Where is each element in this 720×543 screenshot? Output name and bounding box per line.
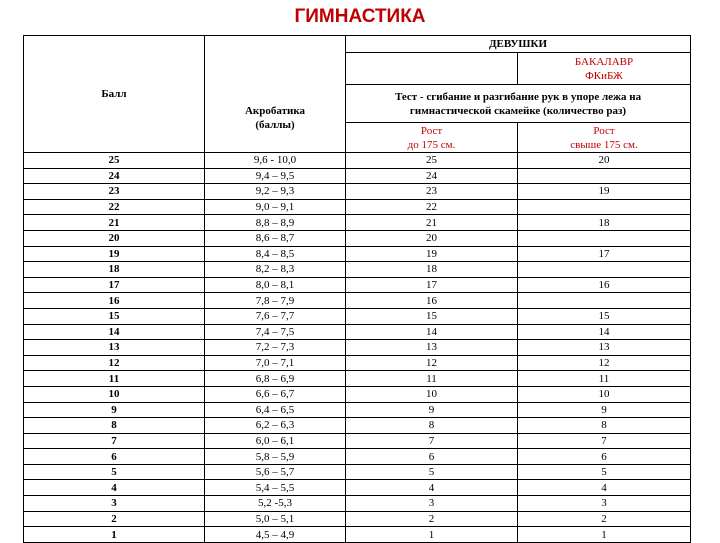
height-low-cell: 18 <box>346 262 518 278</box>
height-low-cell: 13 <box>346 340 518 356</box>
height-low-cell: 25 <box>346 153 518 169</box>
acrobatics-cell: 7,2 – 7,3 <box>205 340 346 356</box>
acrobatics-cell: 7,6 – 7,7 <box>205 308 346 324</box>
acrobatics-cell: 5,0 – 5,1 <box>205 511 346 527</box>
acrobatics-cell: 6,0 – 6,1 <box>205 433 346 449</box>
height-low-cell: 9 <box>346 402 518 418</box>
height-high-cell: 17 <box>518 246 691 262</box>
height-high-cell: 13 <box>518 340 691 356</box>
height-low-cell: 10 <box>346 386 518 402</box>
table-row <box>24 324 691 340</box>
height-low-cell: 16 <box>346 293 518 309</box>
height-high-cell: 7 <box>518 433 691 449</box>
score-cell: 11 <box>24 371 205 387</box>
score-cell: 21 <box>24 215 205 231</box>
score-cell: 9 <box>24 402 205 418</box>
acrobatics-cell: 4,5 – 4,9 <box>205 527 346 543</box>
height-high-cell: 18 <box>518 215 691 231</box>
height-high-line2: свыше 175 см. <box>570 138 638 151</box>
table-row <box>24 168 691 184</box>
height-high-cell <box>518 262 691 278</box>
score-cell: 22 <box>24 199 205 215</box>
height-low-cell: 24 <box>346 168 518 184</box>
bachelor-label: БАКАЛАВР <box>574 55 634 68</box>
height-low-cell: 11 <box>346 371 518 387</box>
score-cell: 15 <box>24 308 205 324</box>
height-high-cell: 20 <box>518 153 691 169</box>
height-high-cell: 1 <box>518 527 691 543</box>
height-high-cell: 10 <box>518 386 691 402</box>
height-high-cell: 9 <box>518 402 691 418</box>
acrobatics-cell: 6,2 – 6,3 <box>205 418 346 434</box>
table-row <box>24 293 691 309</box>
score-cell: 18 <box>24 262 205 278</box>
score-cell: 19 <box>24 246 205 262</box>
height-high-cell: 15 <box>518 308 691 324</box>
table-row <box>24 184 691 200</box>
height-low-cell: 15 <box>346 308 518 324</box>
height-low-cell: 12 <box>346 355 518 371</box>
score-cell: 16 <box>24 293 205 309</box>
table-row <box>24 277 691 293</box>
score-cell: 12 <box>24 355 205 371</box>
height-low-cell: 3 <box>346 496 518 512</box>
height-high-cell <box>518 293 691 309</box>
height-low-cell: 14 <box>346 324 518 340</box>
acrobatics-cell: 8,8 – 8,9 <box>205 215 346 231</box>
score-cell: 8 <box>24 418 205 434</box>
table-row <box>24 433 691 449</box>
table-row <box>24 355 691 371</box>
table-row <box>24 262 691 278</box>
height-low-cell: 5 <box>346 464 518 480</box>
height-high-cell: 16 <box>518 277 691 293</box>
table-row <box>24 449 691 465</box>
height-low-cell: 2 <box>346 511 518 527</box>
height-high-cell: 2 <box>518 511 691 527</box>
height-high-cell <box>518 168 691 184</box>
table-row <box>24 402 691 418</box>
score-cell: 3 <box>24 496 205 512</box>
score-cell: 4 <box>24 480 205 496</box>
acrobatics-cell: 9,0 – 9,1 <box>205 199 346 215</box>
score-cell: 13 <box>24 340 205 356</box>
score-cell: 7 <box>24 433 205 449</box>
height-low-cell: 19 <box>346 246 518 262</box>
acrobatics-cell: 6,6 – 6,7 <box>205 386 346 402</box>
table-row <box>24 480 691 496</box>
acrobatics-cell: 8,0 – 8,1 <box>205 277 346 293</box>
score-cell: 25 <box>24 153 205 169</box>
height-high-cell: 5 <box>518 464 691 480</box>
height-low-cell: 22 <box>346 199 518 215</box>
table-row <box>24 371 691 387</box>
score-column-header: Балл <box>24 36 205 153</box>
acrobatics-cell: 9,6 - 10,0 <box>205 153 346 169</box>
table-row <box>24 496 691 512</box>
score-cell: 1 <box>24 527 205 543</box>
acrobatics-units: (баллы) <box>255 119 295 132</box>
score-cell: 20 <box>24 230 205 246</box>
height-high-cell <box>518 230 691 246</box>
table-row <box>24 199 691 215</box>
table-row <box>24 418 691 434</box>
height-low-cell: 17 <box>346 277 518 293</box>
score-cell: 10 <box>24 386 205 402</box>
acrobatics-cell: 5,4 – 5,5 <box>205 480 346 496</box>
height-high-cell <box>518 199 691 215</box>
page-title: ГИМНАСТИКА <box>294 6 426 27</box>
acrobatics-cell: 5,8 – 5,9 <box>205 449 346 465</box>
score-cell: 2 <box>24 511 205 527</box>
height-high-cell: 3 <box>518 496 691 512</box>
acrobatics-cell: 8,2 – 8,3 <box>205 262 346 278</box>
acrobatics-cell: 6,4 – 6,5 <box>205 402 346 418</box>
acrobatics-cell: 7,8 – 7,9 <box>205 293 346 309</box>
height-high-cell: 14 <box>518 324 691 340</box>
acrobatics-cell: 8,6 – 8,7 <box>205 230 346 246</box>
acrobatics-cell: 7,0 – 7,1 <box>205 355 346 371</box>
table-row <box>24 153 691 169</box>
acrobatics-cell: 9,2 – 9,3 <box>205 184 346 200</box>
height-high-cell: 12 <box>518 355 691 371</box>
height-high-cell: 19 <box>518 184 691 200</box>
standards-table <box>23 35 691 543</box>
acrobatics-cell: 5,6 – 5,7 <box>205 464 346 480</box>
height-low-cell: 7 <box>346 433 518 449</box>
blank-header-cell <box>205 53 346 85</box>
blank-header-cell <box>346 53 518 85</box>
acrobatics-cell: 6,8 – 6,9 <box>205 371 346 387</box>
height-low-header <box>346 123 518 153</box>
acrobatics-cell: 8,4 – 8,5 <box>205 246 346 262</box>
score-cell: 6 <box>24 449 205 465</box>
acrobatics-header <box>205 85 346 153</box>
table-row <box>24 340 691 356</box>
score-cell: 17 <box>24 277 205 293</box>
score-cell: 5 <box>24 464 205 480</box>
score-cell: 23 <box>24 184 205 200</box>
height-low-cell: 4 <box>346 480 518 496</box>
acrobatics-cell: 5,2 -5,3 <box>205 496 346 512</box>
girls-header: ДЕВУШКИ <box>346 36 691 53</box>
table-row <box>24 215 691 231</box>
test-header <box>346 85 691 123</box>
height-high-cell: 4 <box>518 480 691 496</box>
acrobatics-cell: 9,4 – 9,5 <box>205 168 346 184</box>
height-high-cell: 6 <box>518 449 691 465</box>
height-low-line2: до 175 см. <box>407 138 456 151</box>
program-label: ФКиБЖ <box>585 69 623 82</box>
height-low-cell: 1 <box>346 527 518 543</box>
table-row <box>24 527 691 543</box>
height-high-line1: Рост <box>593 124 615 137</box>
test-label-line2: гимнастической скамейке (количество раз) <box>409 104 627 117</box>
height-low-line1: Рост <box>420 124 443 137</box>
bachelor-header <box>518 53 691 85</box>
height-low-cell: 6 <box>346 449 518 465</box>
score-cell: 24 <box>24 168 205 184</box>
table-row <box>24 464 691 480</box>
height-high-header <box>518 123 691 153</box>
table-row <box>24 511 691 527</box>
height-high-cell: 8 <box>518 418 691 434</box>
height-low-cell: 20 <box>346 230 518 246</box>
table-row <box>24 386 691 402</box>
height-high-cell: 11 <box>518 371 691 387</box>
score-cell: 14 <box>24 324 205 340</box>
height-low-cell: 21 <box>346 215 518 231</box>
height-low-cell: 23 <box>346 184 518 200</box>
test-label-line1: Тест - сгибание и разгибание рук в упоре лежа на <box>394 90 642 103</box>
table-row <box>24 230 691 246</box>
table-row <box>24 246 691 262</box>
height-low-cell: 8 <box>346 418 518 434</box>
acrobatics-cell: 7,4 – 7,5 <box>205 324 346 340</box>
acrobatics-label: Акробатика <box>244 105 306 118</box>
table-row <box>24 308 691 324</box>
blank-header-cell <box>205 36 346 53</box>
